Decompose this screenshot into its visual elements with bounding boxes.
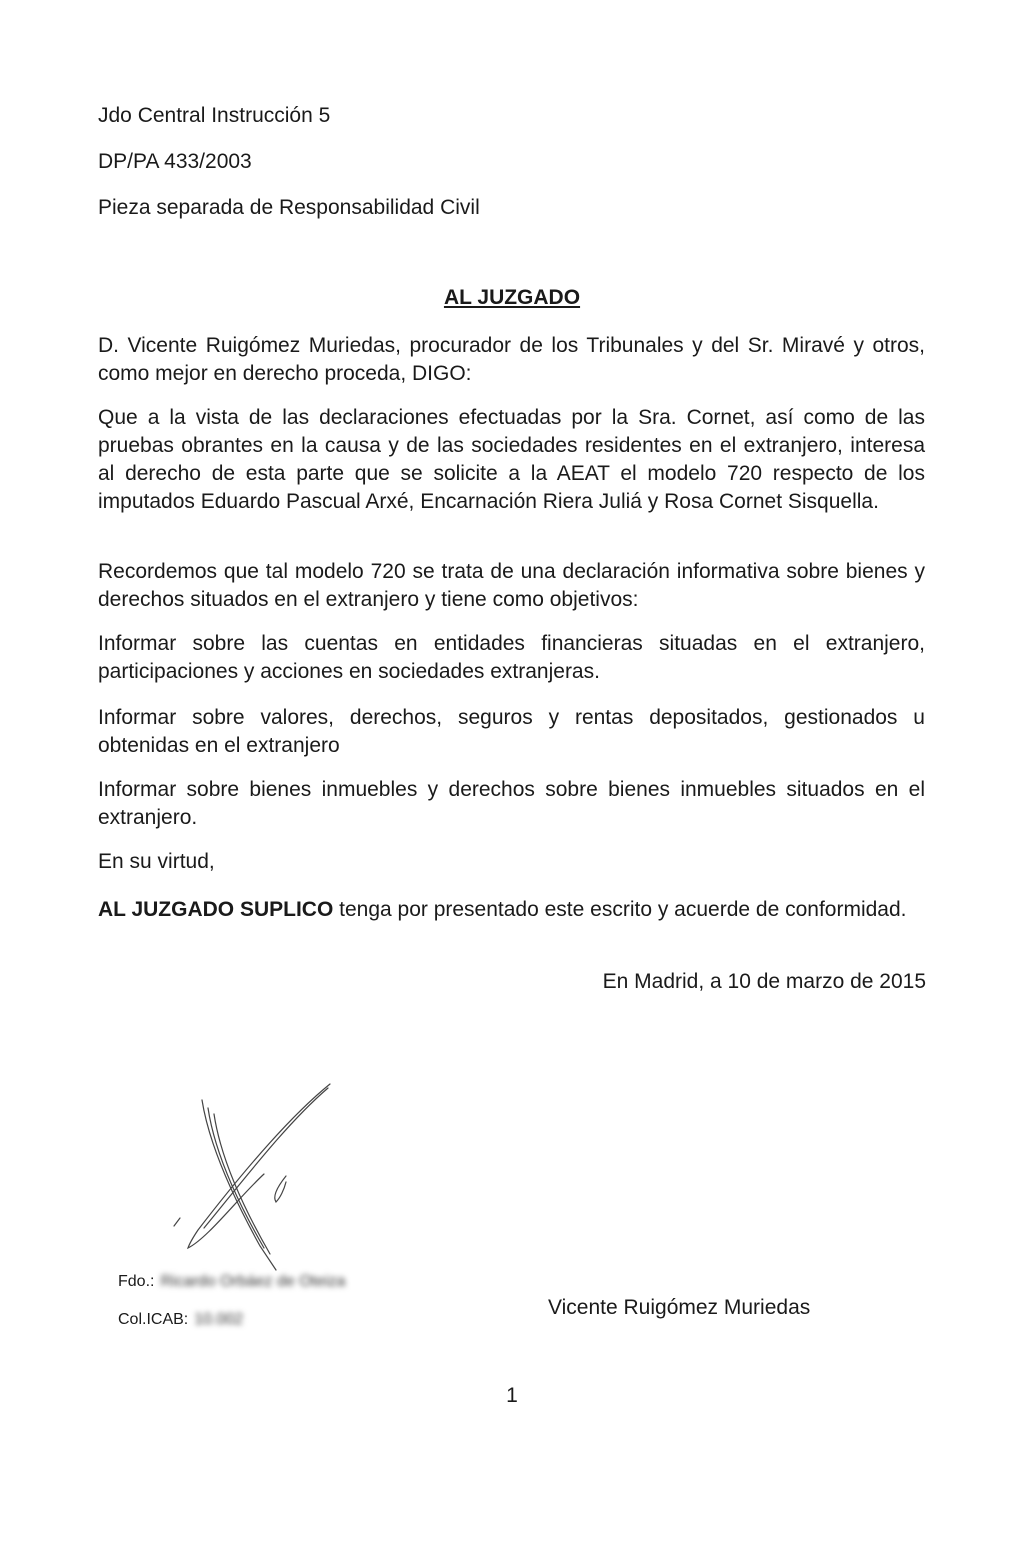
virtue-line: En su virtud, [98, 850, 215, 873]
plea-bold-text: AL JUZGADO SUPLICO [98, 898, 334, 921]
fdo-redacted-name: Ricardo Orbáez de Oteiza [160, 1273, 346, 1290]
plea-paragraph [98, 896, 925, 924]
document-title: AL JUZGADO [443, 286, 581, 309]
col-label: Col.ICAB: [118, 1311, 189, 1328]
intro-paragraph: D. Vicente Ruigómez Muriedas, procurador de los Tribunales y del Sr. Miravé y otros, como mejor en derecho proceda, DIGO: [98, 334, 925, 385]
signatory-row [118, 1272, 345, 1292]
request-paragraph: Que a la vista de las declaraciones efectuadas por la Sra. Cornet, así como de las pruebas obrantes en la causa y de las sociedades residentes en el extranjero, interesa al derecho de esta parte que se solicite a la AEAT el modelo 720 respecto de los imputados Eduardo Pascual Arxé, Encarnación Riera Juliá y Rosa Cornet Sisquella. [98, 406, 925, 513]
plea-text: tenga por presentado este escrito y acuerde de conformidad. [333, 898, 907, 921]
date-line: En Madrid, a 10 de marzo de 2015 [602, 970, 926, 993]
page-number: 1 [506, 1384, 518, 1407]
registration-row [118, 1310, 243, 1330]
reminder-paragraph: Recordemos que tal modelo 720 se trata de una declaración informativa sobre bienes y derechos situados en el extranjero y tiene como objetivos: [98, 560, 925, 611]
objective-paragraph-2: Informar sobre valores, derechos, seguros y rentas depositados, gestionados u obtenidas en el extranjero [98, 706, 925, 757]
signer-name: Vicente Ruigómez Muriedas [548, 1296, 811, 1319]
piece-title: Pieza separada de Responsabilidad Civil [98, 196, 480, 219]
court-name: Jdo Central Instrucción 5 [98, 104, 331, 127]
col-redacted-number: 10.002 [194, 1311, 244, 1328]
case-number: DP/PA 433/2003 [98, 150, 252, 173]
handwritten-signature [168, 1078, 358, 1278]
objective-paragraph-1: Informar sobre las cuentas en entidades financieras situadas en el extranjero, participaciones y acciones en sociedades extranjeras. [98, 632, 925, 683]
objective-paragraph-3: Informar sobre bienes inmuebles y derechos sobre bienes inmuebles situados en el extranjero. [98, 778, 925, 829]
fdo-label: Fdo.: [118, 1273, 155, 1290]
